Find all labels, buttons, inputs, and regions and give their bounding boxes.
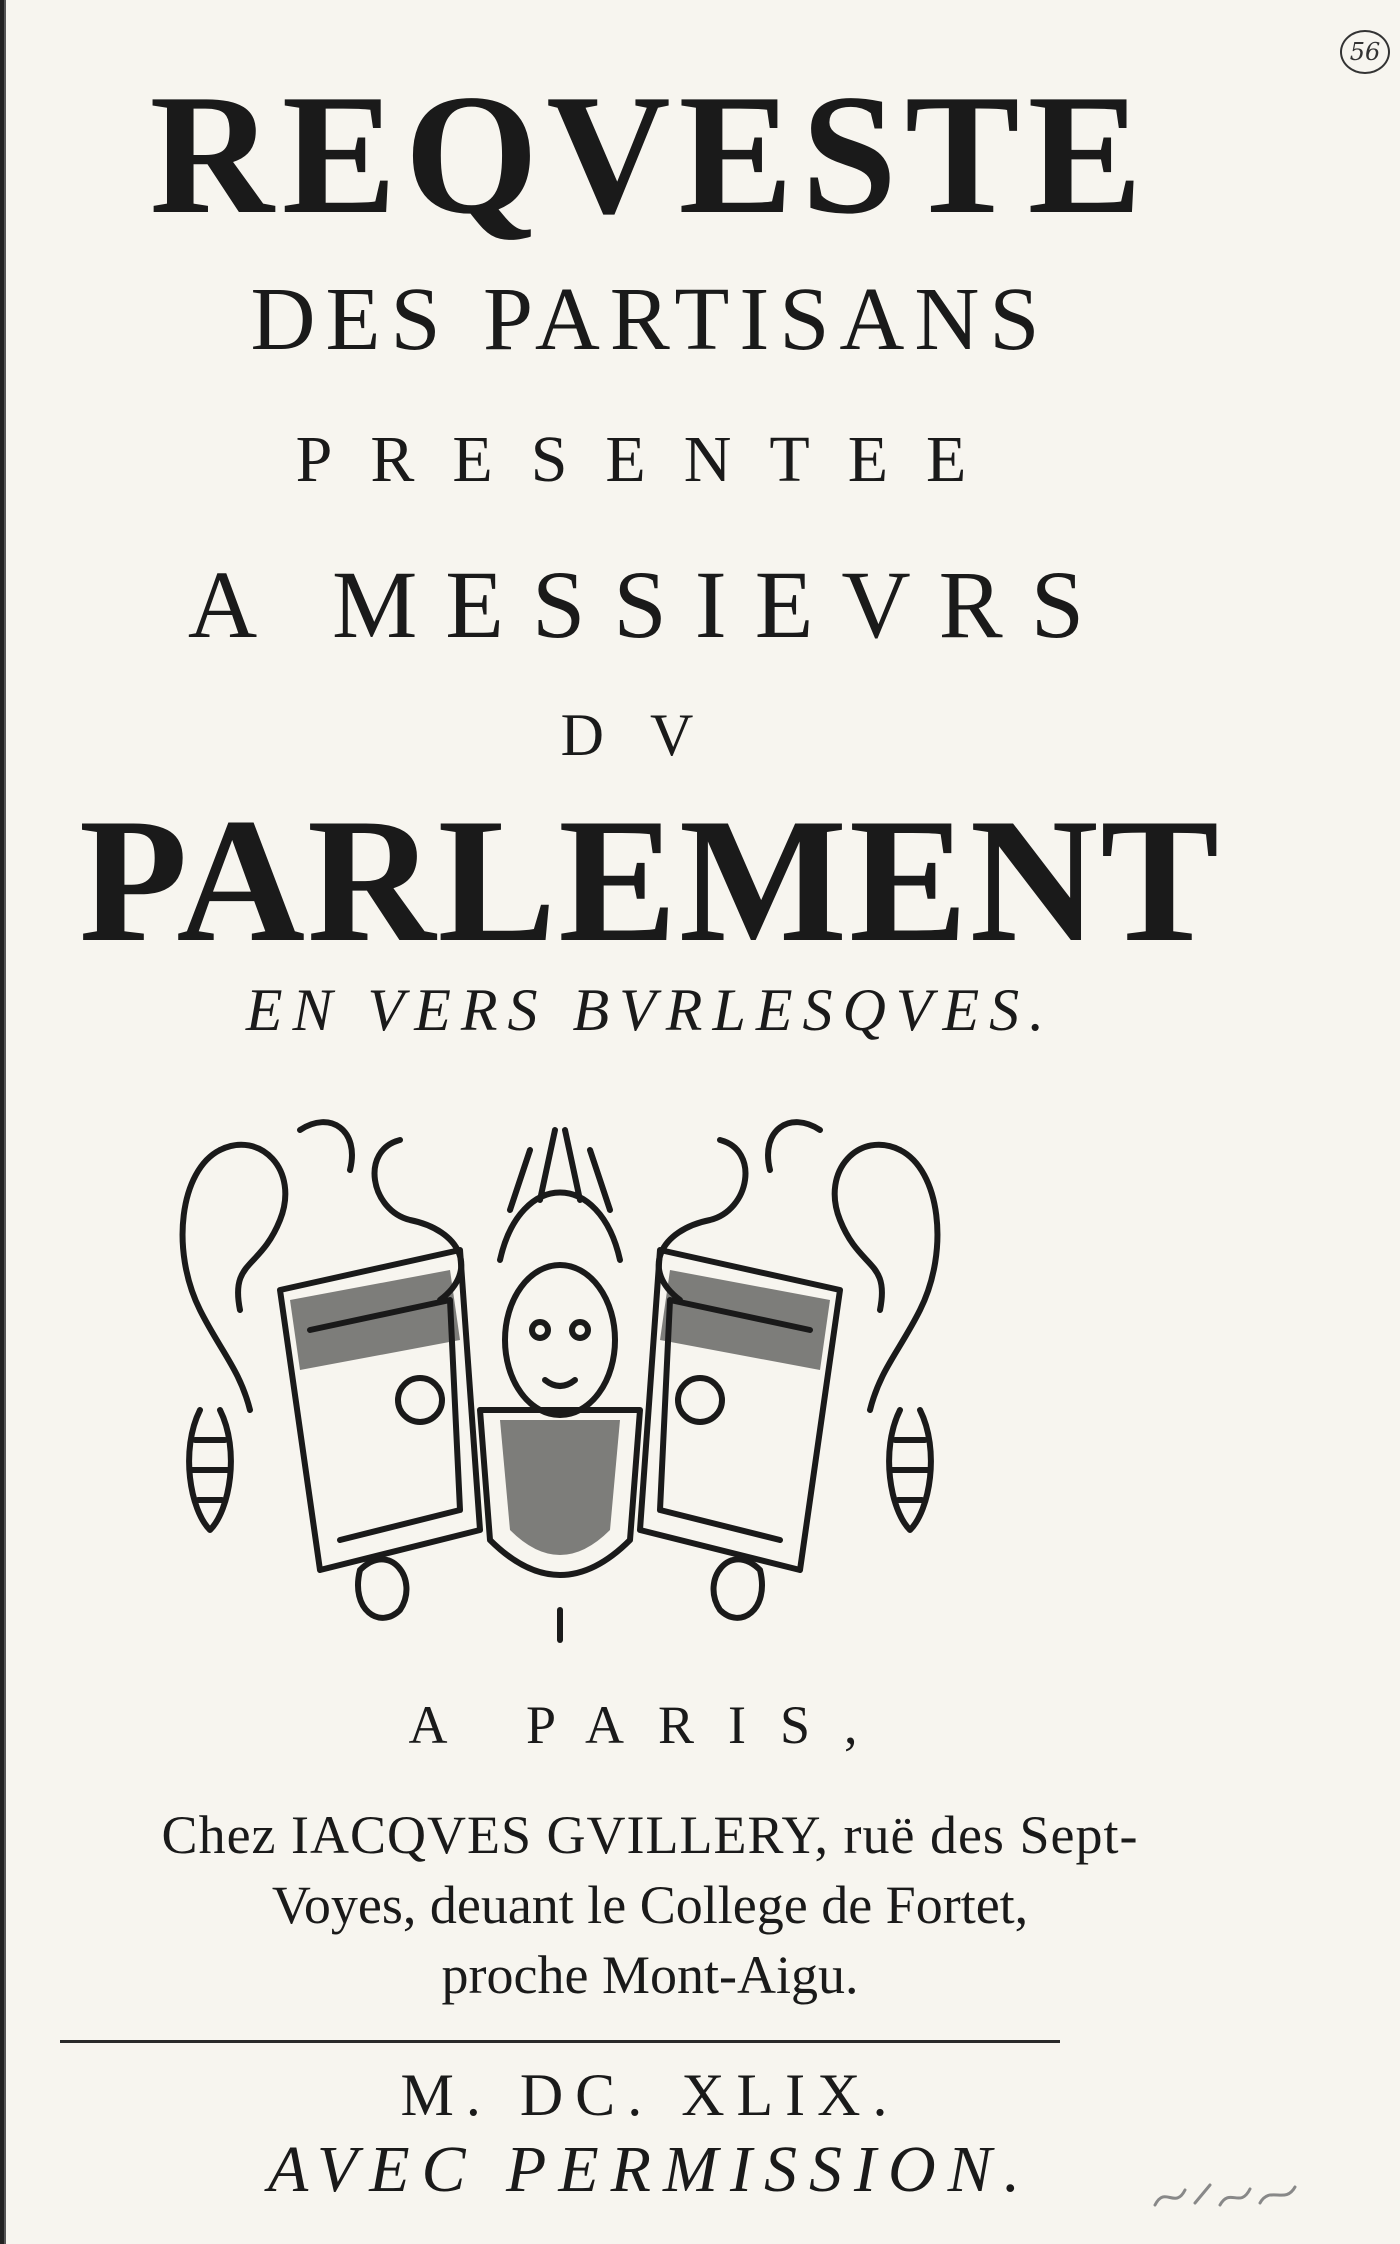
publication-year: M. DC. XLIX. (400, 2062, 900, 2128)
handwritten-shelfmark (1150, 2175, 1300, 2215)
imprint-city: A PARIS, (408, 1695, 892, 1755)
title-line-parlement: PARLEMENT (78, 781, 1222, 979)
imprint-address-line: Voyes, deuant le College de Fortet, (271, 1875, 1029, 1935)
printers-ornament-woodcut (160, 1110, 960, 1650)
page-binding-edge (0, 0, 9, 2244)
title-line-a-messievrs: A MESSIEVRS (187, 551, 1113, 658)
title-line-des-partisans: DES PARTISANS (250, 270, 1050, 369)
imprint-publisher-line: Chez IACQVES GVILLERY, ruë des Sept- (161, 1805, 1139, 1865)
title-line-dv: DV (560, 702, 740, 768)
title-line-presentee: PRESENTEE (295, 423, 1005, 496)
horizontal-rule (60, 2040, 1060, 2043)
title-line-reqveste: REQVESTE (149, 60, 1151, 250)
permission-notice: AVEC PERMISSION. (267, 2133, 1033, 2206)
title-line-en-vers-burlesques: EN VERS BVRLESQVES. (245, 977, 1055, 1043)
imprint-location-line: proche Mont-Aigu. (441, 1945, 859, 2005)
folio-number: 56 (1340, 30, 1390, 74)
